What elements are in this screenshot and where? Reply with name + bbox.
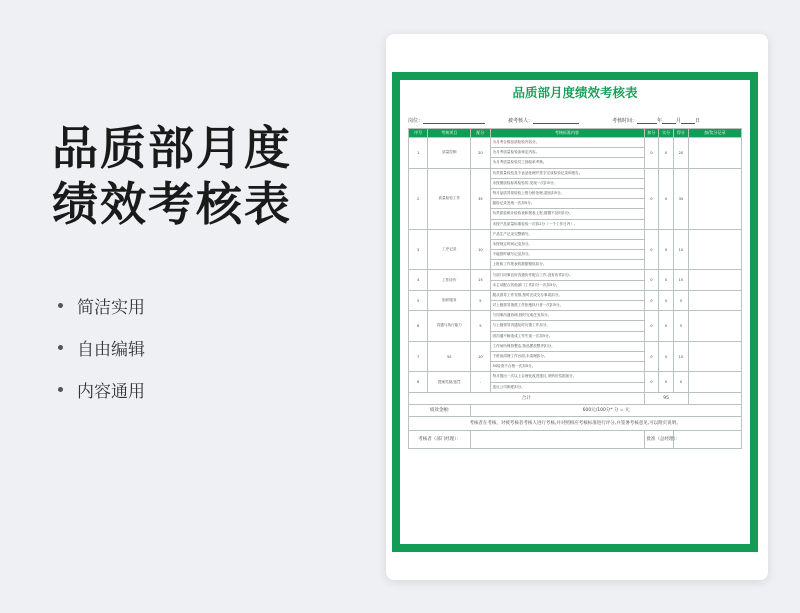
note-text: 考核者在考核、对被考核者考核人进行考核,并对照相应考核标准进行评分,并签署考核意见,可以附页说明。	[409, 416, 742, 430]
total-row	[409, 392, 742, 404]
promo-title-line1: 品质部月度	[52, 121, 292, 175]
header-points: 配分	[471, 129, 490, 138]
row-number: 6	[409, 311, 428, 342]
row-score: 5	[674, 290, 689, 310]
row-actual: 0	[659, 168, 674, 229]
bullet-icon	[58, 303, 63, 308]
table-row	[409, 270, 742, 280]
bullet-icon	[58, 345, 63, 350]
table-row	[409, 290, 742, 300]
row-item: 质量控制	[428, 138, 471, 169]
row-criteria: 负责质检统计检验表和报表上报,数据不及时扣分。	[490, 209, 644, 219]
row-deduct: 0	[644, 270, 659, 290]
promo-title-line2: 绩效考核表	[52, 177, 292, 231]
table-row	[409, 311, 742, 321]
document-title: 品质部月度绩效考核表	[512, 85, 638, 100]
row-actual: 0	[659, 138, 674, 169]
row-criteria: 与同事沟通协调,按时完成任务扣分。	[490, 311, 644, 321]
row-criteria: 下班前清理工作台面,未清理扣分。	[490, 351, 644, 361]
row-actual: 0	[659, 270, 674, 290]
table-row	[409, 341, 742, 351]
row-item: 工作协作	[428, 270, 471, 290]
row-criteria: 负责质量检验及不良品处理并签字完成检验记录和报告。	[490, 168, 644, 178]
row-score: 15	[674, 270, 689, 290]
date-label: 考核时间：	[612, 118, 638, 124]
row-number: 7	[409, 341, 428, 372]
post-field[interactable]	[423, 117, 485, 124]
signature-row	[409, 430, 742, 448]
row-number: 1	[409, 138, 428, 169]
row-points: 35	[471, 168, 490, 229]
feature-item	[58, 368, 145, 410]
table-header-row	[409, 129, 742, 138]
table-row	[409, 372, 742, 382]
row-score: 5	[674, 311, 689, 342]
row-deduct: 0	[644, 311, 659, 342]
row-criteria: 工作场所保持整洁,物品摆放整齐扣分。	[490, 341, 644, 351]
row-record[interactable]	[688, 168, 741, 229]
approver-signature[interactable]	[674, 430, 742, 448]
row-criteria: 因沟通不畅造成工作失误一次扣5分。	[490, 331, 644, 341]
promo-title	[52, 120, 292, 232]
row-criteria: 违反公司制度扣分。	[490, 382, 644, 392]
row-criteria: 未按照质检标准检验的,发现一次扣5分。	[490, 178, 644, 188]
row-criteria: 每月提出一次以上合理化改进建议,采纳后奖励加分。	[490, 372, 644, 382]
feature-label: 简洁实用	[77, 297, 145, 318]
total-record[interactable]	[688, 392, 741, 404]
row-deduct: 0	[644, 372, 659, 392]
month-label: 月	[676, 118, 682, 124]
row-score: 0	[674, 372, 689, 392]
document-preview-card	[386, 34, 768, 580]
row-deduct: 0	[644, 341, 659, 372]
row-score: 10	[674, 341, 689, 372]
row-item: 提案奖励/惩罚	[428, 372, 471, 392]
row-criteria: 服从领导工作安排,按时完成交办事项扣分。	[490, 290, 644, 300]
row-score: 20	[674, 138, 689, 169]
row-criteria: 对上级领导指派工作拒绝执行者一次扣5分。	[490, 301, 644, 311]
row-number: 4	[409, 270, 428, 290]
row-criteria: 产品生产记录完整填写。	[490, 229, 644, 239]
row-deduct: 0	[644, 229, 659, 270]
total-label: 合计	[409, 392, 645, 404]
row-points: 5	[471, 290, 490, 310]
row-criteria: 未按产品质量标准检验一次扣2分（一个工作日内）。	[490, 219, 644, 229]
row-actual: 0	[659, 290, 674, 310]
row-number: 3	[409, 229, 428, 270]
feature-item	[58, 284, 145, 326]
total-score: 95	[644, 392, 688, 404]
table-row	[409, 168, 742, 178]
row-points: 5	[471, 311, 490, 342]
row-criteria: 与部门同事良好沟通协作配合工作,没有协作扣分。	[490, 270, 644, 280]
row-record[interactable]	[688, 290, 741, 310]
row-criteria: 为月考质量检验条规定内容。	[490, 148, 644, 158]
row-actual: 0	[659, 372, 674, 392]
feature-list	[58, 284, 145, 410]
row-criteria: 5S检查不合格一次扣5分。	[490, 362, 644, 372]
row-criteria: 每月品质异常检验上报分析处理,超出扣5分。	[490, 188, 644, 198]
approver-label: 批准（总经理）：	[644, 430, 673, 448]
document-meta	[408, 108, 742, 124]
row-points: 10	[471, 229, 490, 270]
header-no: 序号	[409, 129, 428, 138]
note-row	[409, 416, 742, 430]
row-criteria: 为月考质量检验员工抽检率考核。	[490, 158, 644, 168]
header-deduct: 扣分	[644, 129, 659, 138]
row-record[interactable]	[688, 229, 741, 270]
header-item: 考核项目	[428, 129, 471, 138]
salary-row	[409, 404, 742, 416]
salary-formula: 600元/100分* 分 = 元	[471, 404, 742, 416]
header-record: 扣/奖分记录	[688, 129, 741, 138]
row-number: 5	[409, 290, 428, 310]
feature-item	[58, 326, 145, 368]
row-criteria: 上报和工作报表的数据错误扣分。	[490, 260, 644, 270]
day-label: 日	[695, 118, 701, 124]
row-criteria: 未主动配合其他部门工作扣分一次扣5分。	[490, 280, 644, 290]
header-score: 得分	[674, 129, 689, 138]
document-frame	[392, 72, 758, 552]
feature-label: 内容通用	[77, 381, 145, 402]
row-number: 2	[409, 168, 428, 229]
bullet-icon	[58, 387, 63, 392]
row-record[interactable]	[688, 270, 741, 290]
row-item: 质量检验工作	[428, 168, 471, 229]
row-item: 工序记录	[428, 229, 471, 270]
row-points: 10	[471, 341, 490, 372]
row-criteria: 漏检记录发现一次扣5分。	[490, 199, 644, 209]
row-points: -	[471, 372, 490, 392]
row-record[interactable]	[688, 138, 741, 169]
row-deduct: 0	[644, 138, 659, 169]
header-criteria: 考核标准内容	[490, 129, 644, 138]
assessor-label: 考核者（部门经理）：	[409, 430, 471, 448]
post-label: 岗位：	[408, 118, 424, 124]
feature-label: 自由编辑	[77, 339, 145, 360]
row-item: 沟通与执行能力	[428, 311, 471, 342]
table-row	[409, 138, 742, 148]
assessee-label: 被考核人：	[508, 118, 534, 124]
row-actual: 0	[659, 341, 674, 372]
row-actual: 0	[659, 311, 674, 342]
assessor-signature[interactable]	[471, 430, 644, 448]
row-criteria: 不能按时填写记录扣分。	[490, 250, 644, 260]
row-score: 10	[674, 229, 689, 270]
assessment-table	[408, 128, 742, 449]
year-label: 年	[657, 118, 663, 124]
row-deduct: 0	[644, 168, 659, 229]
row-deduct: 0	[644, 290, 659, 310]
row-record[interactable]	[688, 311, 741, 342]
row-criteria: 为月考合格品质检验内容分。	[490, 138, 644, 148]
document-sheet	[400, 80, 750, 544]
row-score: 35	[674, 168, 689, 229]
header-actual: 实分	[659, 129, 674, 138]
row-points: 15	[471, 270, 490, 290]
row-criteria: 未按规定时间记录扣分。	[490, 239, 644, 249]
table-row	[409, 229, 742, 239]
row-number: 8	[409, 372, 428, 392]
row-criteria: 与上级领导沟通及时反馈工作扣分。	[490, 321, 644, 331]
row-record[interactable]	[688, 372, 741, 392]
row-item: 5S	[428, 341, 471, 372]
row-actual: 0	[659, 229, 674, 270]
salary-label: 绩效金额:	[409, 404, 471, 416]
row-points: 20	[471, 138, 490, 169]
row-record[interactable]	[688, 341, 741, 372]
row-item: 组织服务	[428, 290, 471, 310]
assessee-field[interactable]	[533, 117, 579, 124]
